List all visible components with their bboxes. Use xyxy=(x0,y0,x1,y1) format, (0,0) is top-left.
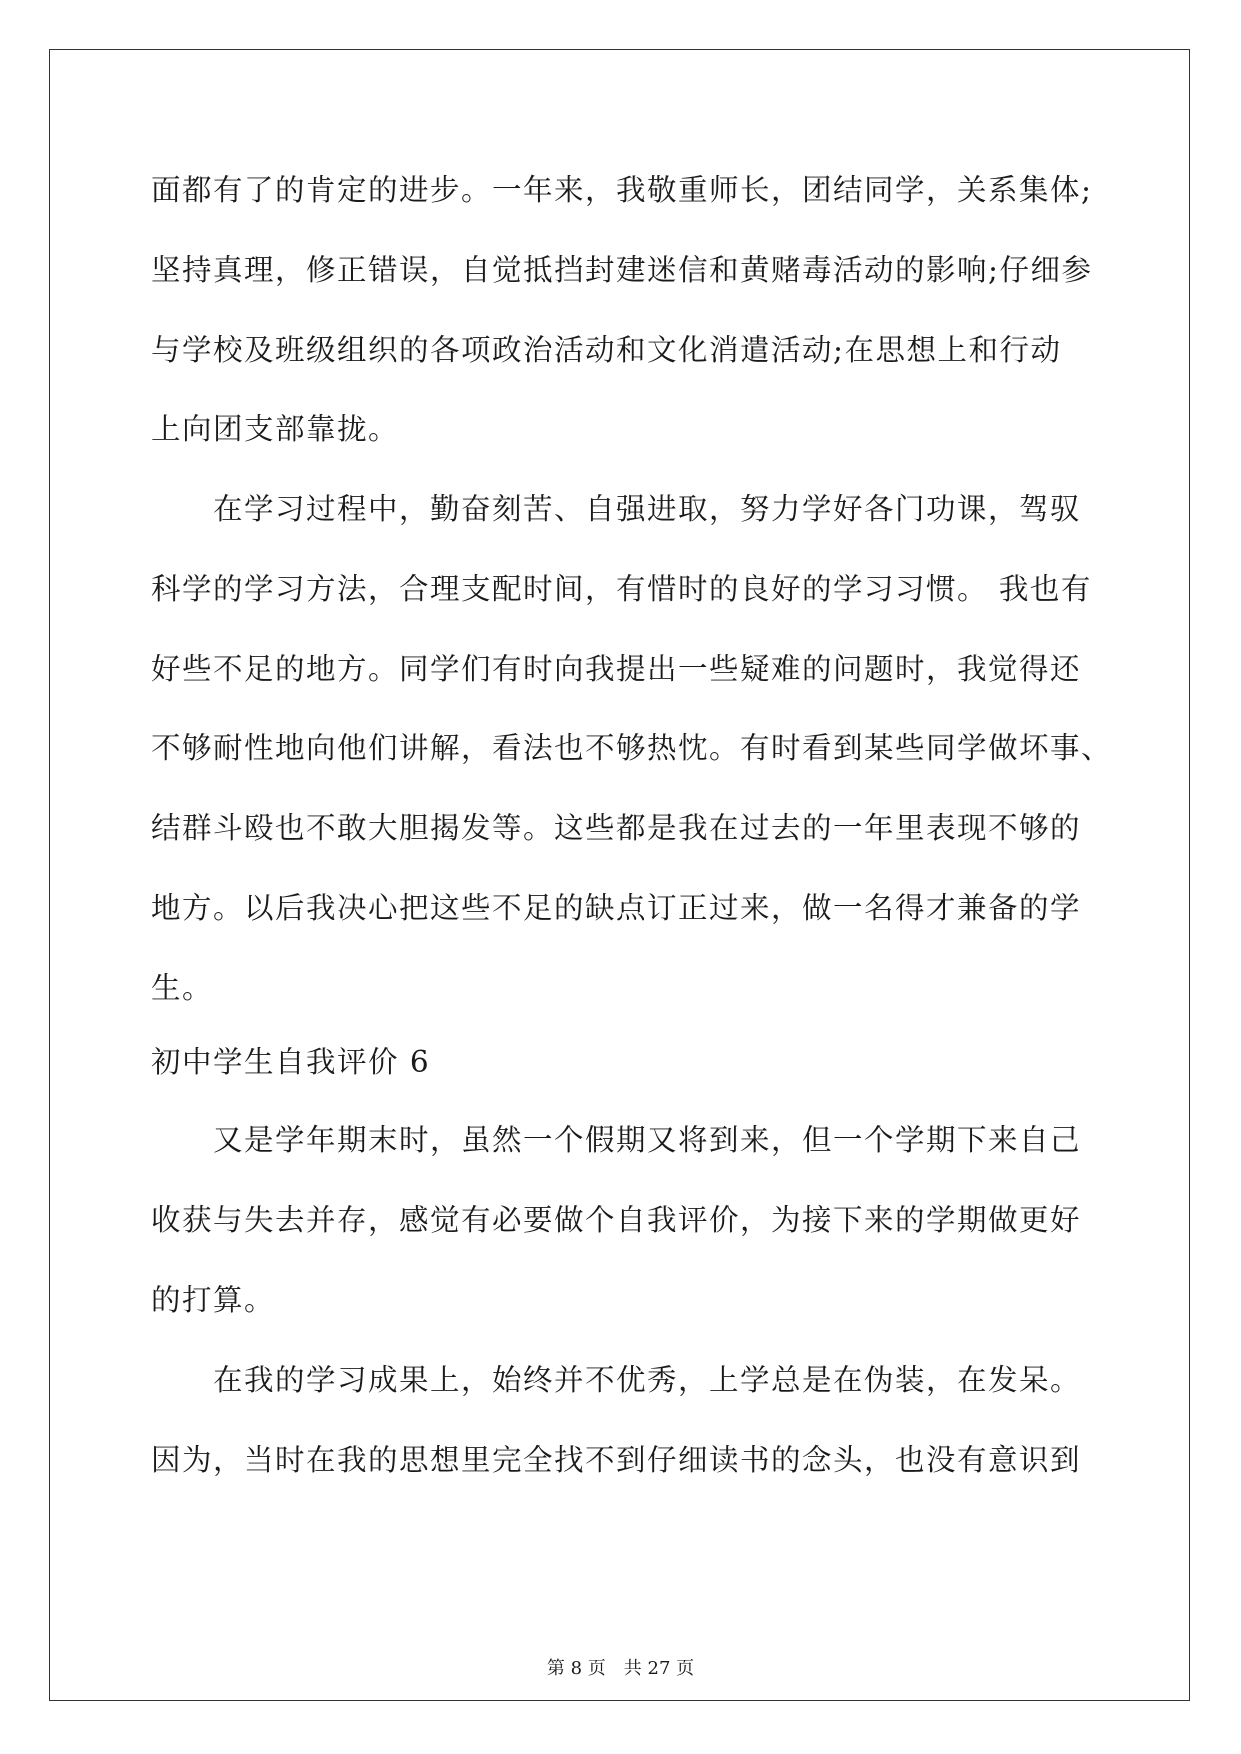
body-line: 坚持真理，修正错误，自觉抵挡封建迷信和黄赌毒活动的影响;仔细参 xyxy=(151,253,1093,287)
body-line: 的打算。 xyxy=(151,1283,276,1317)
body-line: 面都有了的肯定的进步。一年来，我敬重师长，团结同学，关系集体; xyxy=(151,173,1093,207)
body-line: 好些不足的地方。同学们有时向我提出一些疑难的问题时，我觉得还 xyxy=(151,652,1082,686)
page-number-footer: 第 8 页 共 27 页 xyxy=(546,1658,695,1679)
body-line: 上向团支部靠拢。 xyxy=(151,412,400,446)
section-heading: 初中学生自我评价 6 xyxy=(151,1045,431,1079)
body-line: 生。 xyxy=(151,971,214,1005)
body-line: 地方。以后我决心把这些不足的缺点订正过来，做一名得才兼备的学 xyxy=(151,891,1082,925)
body-line: 又是学年期末时，虽然一个假期又将到来，但一个学期下来自己 xyxy=(151,1123,1082,1157)
body-line: 不够耐性地向他们讲解，看法也不够热忱。有时看到某些同学做坏事、 xyxy=(151,731,1113,765)
body-line: 在学习过程中，勤奋刻苦、自强进取，努力学好各门功课，驾驭 xyxy=(151,492,1082,526)
body-line: 在我的学习成果上，始终并不优秀，上学总是在伪装，在发呆。 xyxy=(151,1363,1082,1397)
body-line: 收获与失去并存，感觉有必要做个自我评价，为接下来的学期做更好 xyxy=(151,1203,1082,1237)
body-line: 与学校及班级组织的各项政治活动和文化消遣活动;在思想上和行动 xyxy=(151,333,1062,367)
body-line: 科学的学习方法，合理支配时间，有惜时的良好的学习习惯。 我也有 xyxy=(151,572,1092,606)
body-line: 结群斗殴也不敢大胆揭发等。这些都是我在过去的一年里表现不够的 xyxy=(151,811,1082,845)
body-line: 因为，当时在我的思想里完全找不到仔细读书的念头，也没有意识到 xyxy=(151,1443,1082,1477)
